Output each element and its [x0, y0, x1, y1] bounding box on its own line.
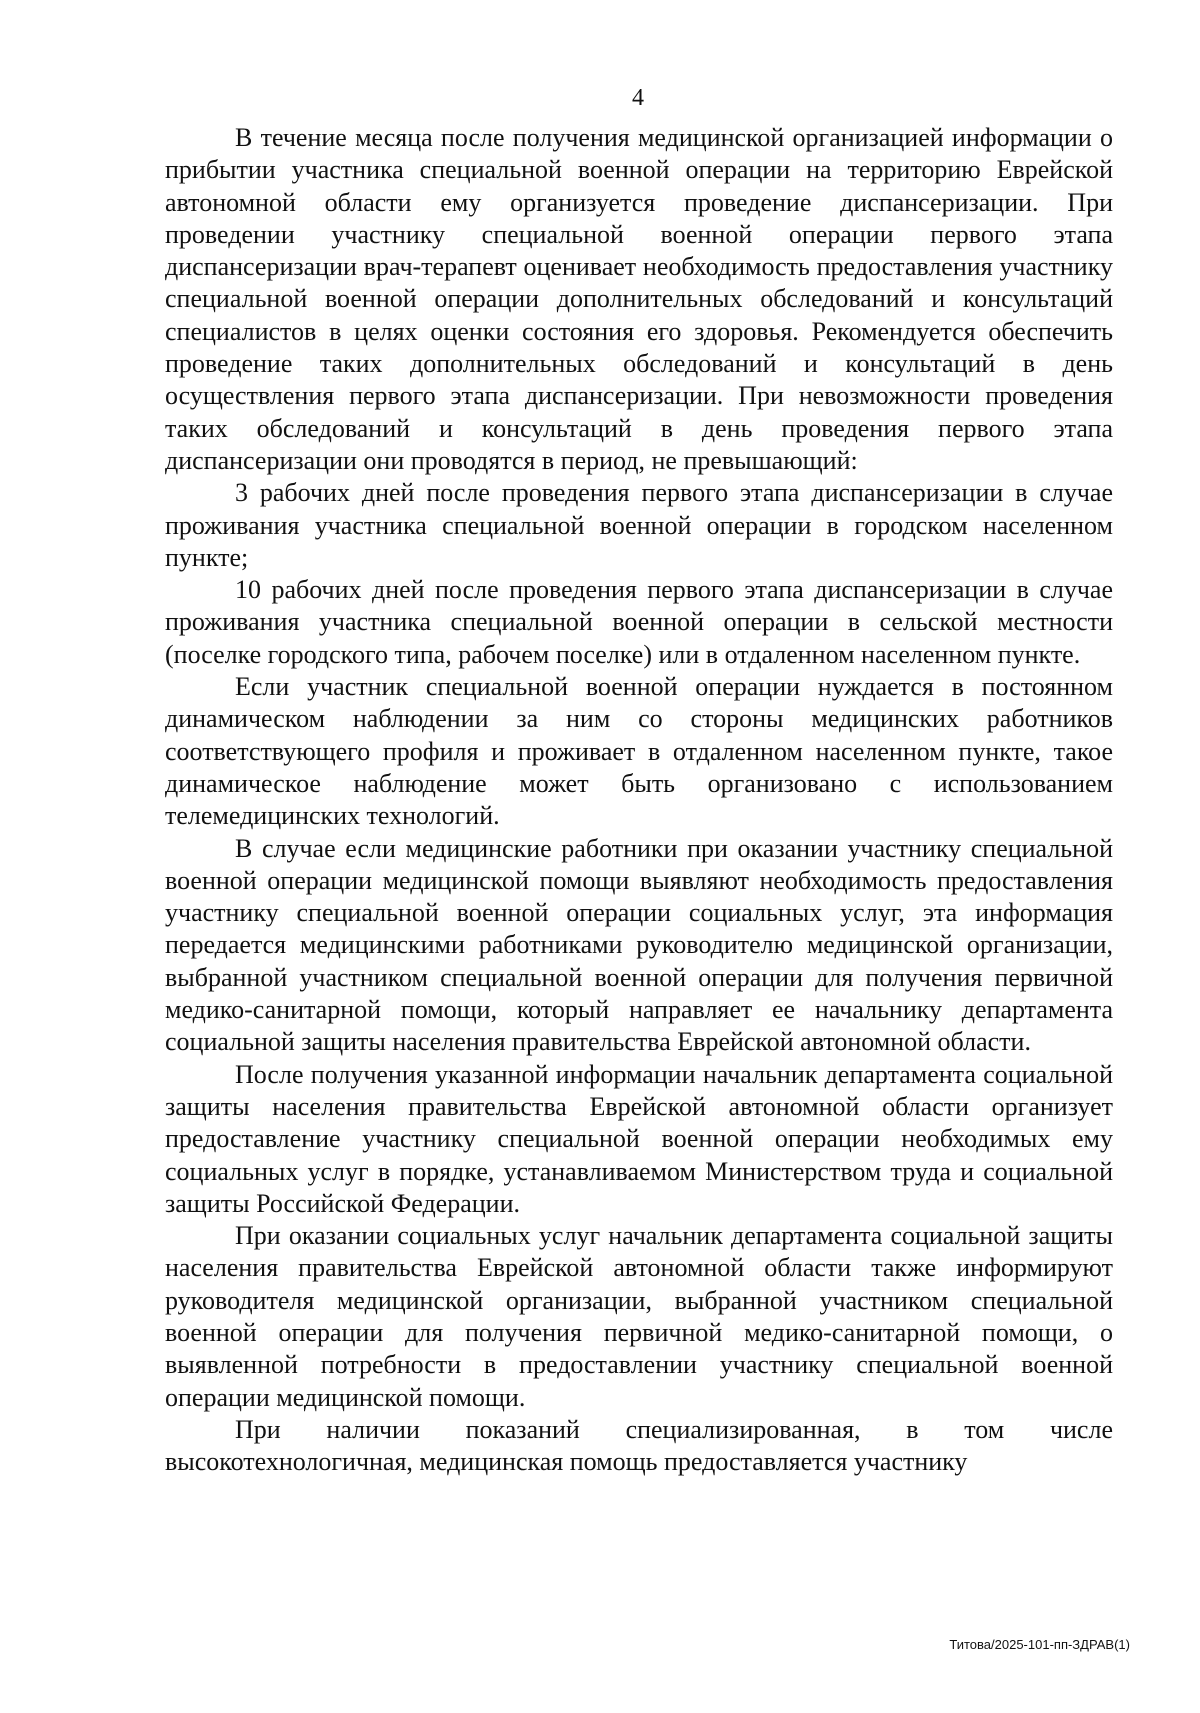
paragraph-urban-term: 3 рабочих дней после проведения первого этапа диспансеризации в случае проживания участника специальной военной операции в городском населенном пункте;	[165, 478, 1113, 572]
document-footer-code: Титова/2025-101-пп-ЗДРАВ(1)	[949, 1637, 1130, 1652]
paragraph-medical-need-info: При оказании социальных услуг начальник департамента социальной защиты населения правительства Еврейской автономной области также информируют руководителя медицинской организации, выбранной участником специальной военной операции для получения первичной медико-санитарной помощи, о выявленной потребности в предоставлении участнику специальной военной операции медицинской помощи.	[165, 1221, 1113, 1412]
page-number: 4	[632, 85, 644, 111]
paragraph-social-services-need: В случае если медицинские работники при оказании участнику специальной военной операции медицинской помощи выявляют необходимость предоставления участнику специальной военной операции социальных услуг, эта информация передается медицинскими работниками руководителю медицинской организации, выбранной участником специальной военной операции для получения первичной медико-санитарной помощи, который направляет ее начальнику департамента социальной защиты населения правительства Еврейской автономной области.	[165, 833, 1113, 1057]
paragraph-rural-term: 10 рабочих дней после проведения первого этапа диспансеризации в случае проживания участника специальной военной операции в сельской местности (поселке городского типа, рабочем поселке) или в отдаленном населенном пункте.	[165, 575, 1113, 669]
paragraph-dispensary-intro: В течение месяца после получения медицинской организацией информации о прибытии участника специальной военной операции на территорию Еврейской автономной области ему организуется проведение диспансеризации. При проведении участнику специальной военной операции первого этапа диспансеризации врач-терапевт оценивает необходимость предоставления участнику специальной военной операции дополнительных обследований и консультаций специалистов в целях оценки состояния его здоровья. Рекомендуется обеспечить проведение таких дополнительных обследований и консультаций в день осуществления первого этапа диспансеризации. При невозможности проведения таких обследований и консультаций в день проведения первого этапа диспансеризации они проводятся в период, не превышающий:	[165, 123, 1113, 475]
document-body	[165, 122, 1113, 1478]
paragraph-high-tech-care: При наличии показаний специализированная, в том числе высокотехнологичная, медицинская помощь предоставляется участнику	[165, 1414, 1113, 1477]
paragraph-telemedicine: Если участник специальной военной операции нуждается в постоянном динамическом наблюдении за ним со стороны медицинских работников соответствующего профиля и проживает в отдаленном населенном пункте, такое динамическое наблюдение может быть организовано с использованием телемедицинских технологий.	[165, 672, 1113, 831]
paragraph-social-services-provision: После получения указанной информации начальник департамента социальной защиты населения правительства Еврейской автономной области организует предоставление участнику специальной военной операции необходимых ему социальных услуг в порядке, устанавливаемом Министерством труда и социальной защиты Российской Федерации.	[165, 1059, 1113, 1218]
